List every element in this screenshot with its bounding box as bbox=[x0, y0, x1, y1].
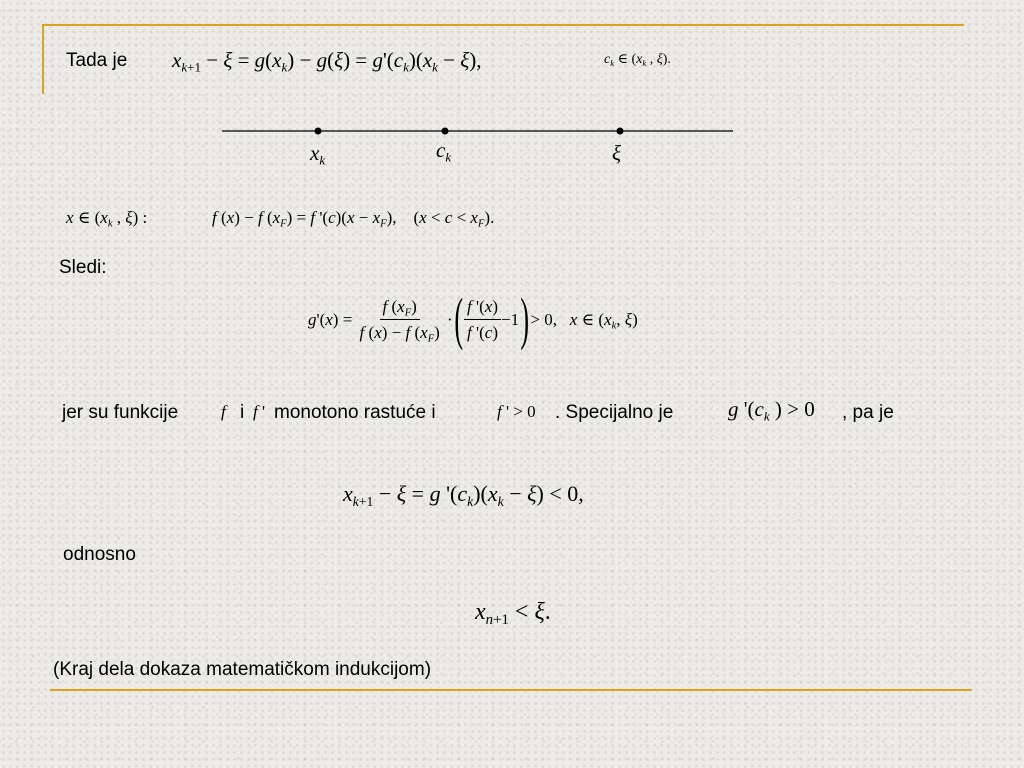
pa-je-label: , pa je bbox=[842, 402, 894, 423]
point-ck bbox=[442, 128, 449, 135]
symbol-f-prime: f ' bbox=[253, 402, 266, 421]
formula-difference-negative: $x_{k+1} - \xi = g$ '$(c_k)(x_k - \xi) < 0$, bbox=[343, 481, 584, 509]
number-line bbox=[0, 0, 1024, 200]
monotono-label: monotono rastuće i bbox=[274, 402, 436, 423]
footer-note: (Kraj dela dokaza matematičkom indukcijom) bbox=[53, 659, 432, 680]
label-xk: $x_k$ bbox=[310, 141, 326, 168]
formula-f-mean-value: f (x) − f $(x_F) = f$ '$(c)(x - x_F)$, $(x < c < x_F)$. bbox=[212, 208, 495, 230]
formula-ck-interval: $c_k$ ∈ ($x_k$ , ξ). bbox=[604, 52, 671, 69]
bottom-rule bbox=[50, 689, 972, 691]
label-xi: ξ bbox=[612, 141, 621, 165]
formula-x-interval: x ∈ ($x_k$ , ξ) : bbox=[66, 208, 148, 230]
formula-mean-value: $x_{k+1} - \xi = g(x_k) - g(\xi) = g'(c_k)(x_k - \xi)$, bbox=[172, 48, 482, 75]
formula-conclusion: $x_{n+1} < \xi$. bbox=[475, 599, 551, 629]
formula-gprime-ck-positive: g '($c_k$ ) > 0 bbox=[728, 397, 815, 424]
formula-fprime-positive: f ' > 0 bbox=[497, 402, 536, 421]
follows-label: Sledi: bbox=[59, 257, 107, 278]
point-xk bbox=[315, 128, 322, 135]
odnosno-label: odnosno bbox=[63, 544, 136, 565]
symbol-f: f bbox=[221, 402, 226, 421]
jer-label: jer su funkcije bbox=[62, 402, 179, 423]
intro-label: Tada je bbox=[66, 50, 128, 71]
label-ck: $c_k$ bbox=[436, 138, 452, 165]
specijalno-label: . Specijalno je bbox=[555, 402, 674, 423]
formula-g-derivative: g'(x) = $\frac{f (x_F)}{f (x) - f (x_F)}$ · ( $\frac{f '(x)}{f '(c)}$ −1 ) > 0, x ∈ ($x_k$, ξ) bbox=[308, 286, 638, 351]
point-xi bbox=[617, 128, 624, 135]
i-label: i bbox=[240, 402, 245, 423]
